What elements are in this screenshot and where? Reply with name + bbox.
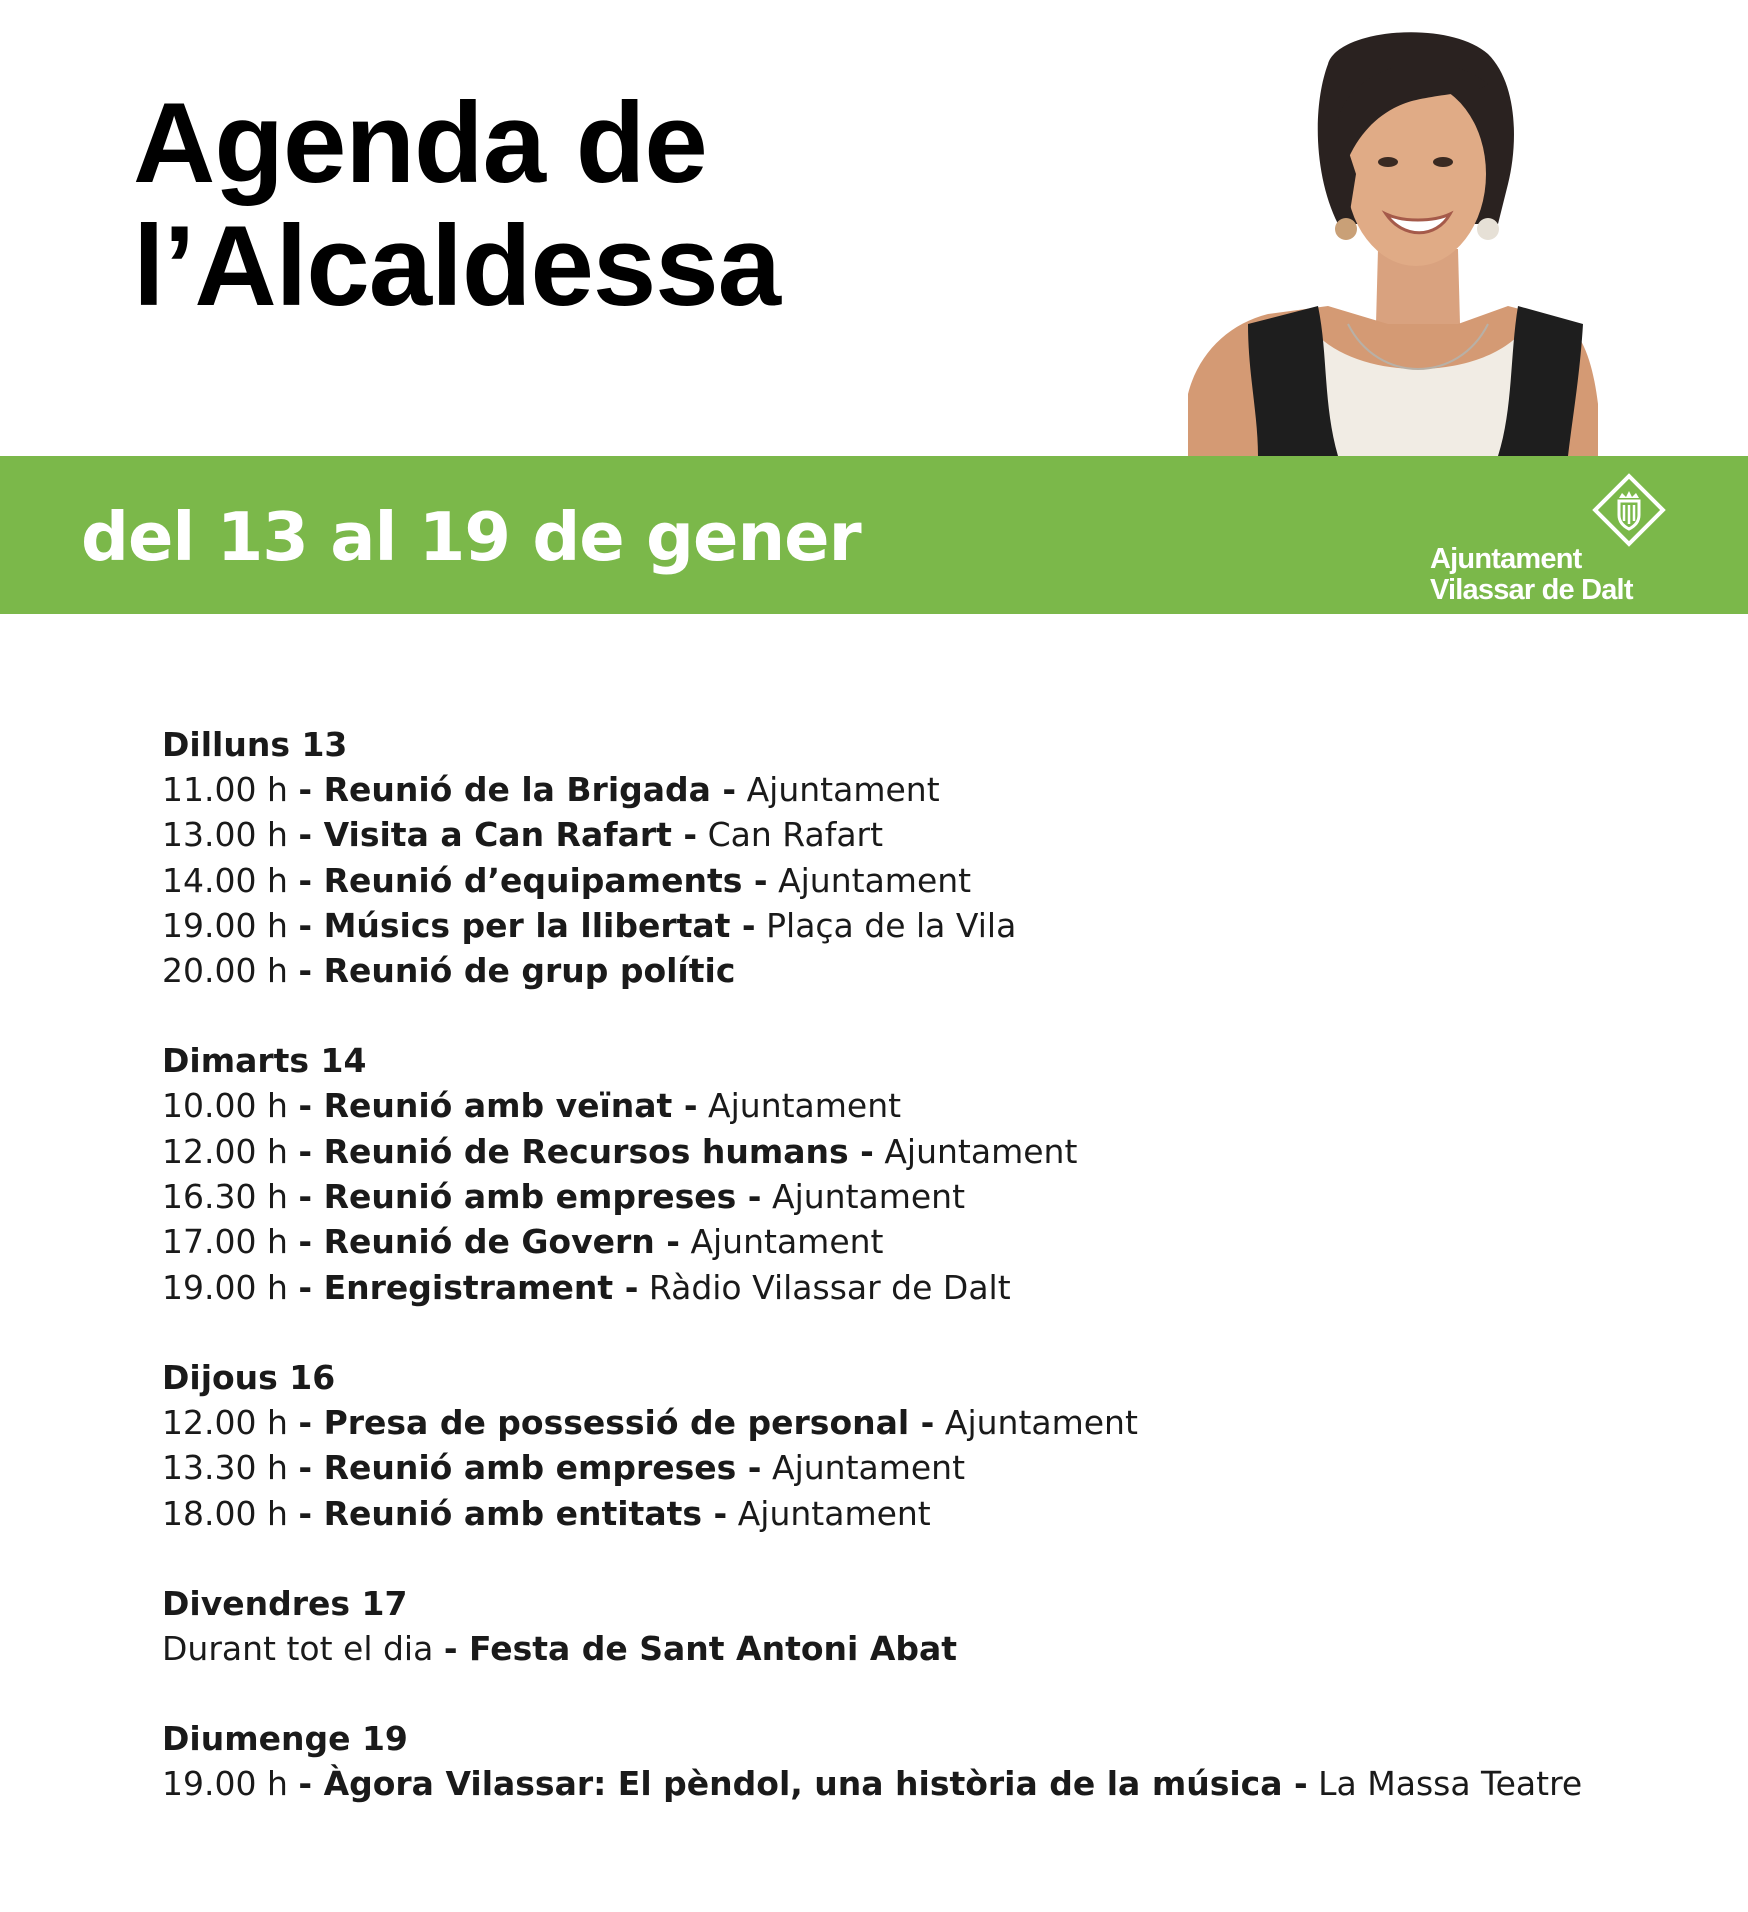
event-time: 14.00 h: [162, 860, 288, 900]
event-title: Reunió de la Brigada: [323, 770, 711, 809]
event-time: 17.00 h: [162, 1222, 288, 1262]
event-title: Presa de possessió de personal: [323, 1402, 910, 1442]
event-place: Ajuntament: [778, 860, 972, 900]
event-row: 19.00 h - Àgora Vilassar: El pèndol, una història de la música - La Massa Teatre: [162, 1764, 1583, 1804]
event-time: 19.00 h: [162, 1764, 288, 1804]
day-heading: Divendres 17: [162, 1583, 408, 1623]
day-heading: Dilluns 13: [162, 725, 348, 764]
event-time: 16.30 h: [162, 1177, 288, 1217]
event-row: Durant tot el dia - Festa de Sant Antoni Abat: [162, 1628, 958, 1668]
logo-text: [1430, 544, 1670, 606]
day-block: [162, 1581, 1662, 1671]
event-row: 13.30 h - Reunió amb empreses - Ajuntament: [162, 1448, 966, 1488]
event-title: Reunió amb empreses: [323, 1177, 737, 1217]
event-place: Ajuntament: [708, 1086, 902, 1126]
event-place: Ràdio Vilassar de Dalt: [648, 1267, 1011, 1307]
event-place: Ajuntament: [772, 1177, 966, 1217]
event-title: Reunió d’equipaments: [323, 860, 743, 900]
event-place: La Massa Teatre: [1318, 1764, 1583, 1804]
event-time: 18.00 h: [162, 1493, 288, 1533]
ajuntament-logo: [1430, 467, 1660, 607]
event-row: 11.00 h - Reunió de la Brigada - Ajuntament: [162, 770, 940, 809]
date-range: del 13 al 19 de gener: [81, 498, 861, 576]
event-title: Àgora Vilassar: El pèndol, una història de la música: [323, 1764, 1283, 1804]
event-time: 13.00 h: [162, 815, 288, 855]
event-time: 12.00 h: [162, 1402, 288, 1442]
event-time: 11.00 h: [162, 770, 288, 809]
event-title: Reunió de Govern: [323, 1222, 655, 1262]
event-title: Reunió amb empreses: [323, 1448, 737, 1488]
event-time: 12.00 h: [162, 1131, 288, 1171]
event-time: 19.00 h: [162, 905, 288, 945]
logo-line-2: Vilassar de Dalt: [1430, 574, 1633, 606]
event-row: 16.30 h - Reunió amb empreses - Ajuntament: [162, 1177, 966, 1217]
title-line-1: Agenda de: [133, 80, 707, 207]
event-time: Durant tot el dia: [162, 1628, 434, 1668]
event-time: 13.30 h: [162, 1448, 288, 1488]
event-row: 12.00 h - Presa de possessió de personal - Ajuntament: [162, 1402, 1138, 1442]
event-title: Reunió amb entitats: [323, 1493, 703, 1533]
event-time: 19.00 h: [162, 1267, 288, 1307]
event-place: Ajuntament: [944, 1402, 1138, 1442]
logo-line-1: Ajuntament: [1430, 543, 1582, 575]
municipal-crest-icon: [1586, 467, 1672, 553]
agenda-list: [162, 722, 1662, 1851]
event-place: Ajuntament: [746, 770, 940, 809]
event-title: Reunió amb veïnat: [323, 1086, 673, 1126]
event-row: 17.00 h - Reunió de Govern - Ajuntament: [162, 1222, 884, 1262]
event-title: Músics per la llibertat: [323, 905, 731, 945]
event-row: 18.00 h - Reunió amb entitats - Ajuntament: [162, 1493, 931, 1533]
event-title: Visita a Can Rafart: [323, 815, 672, 855]
event-place: Plaça de la Vila: [766, 905, 1017, 945]
event-time: 20.00 h: [162, 951, 288, 991]
event-row: 19.00 h - Músics per la llibertat - Plaça de la Vila: [162, 905, 1017, 945]
event-title: Enregistrament: [323, 1267, 614, 1307]
event-place: Ajuntament: [884, 1131, 1078, 1171]
event-place: Ajuntament: [690, 1222, 884, 1262]
mayor-photo: [1188, 24, 1598, 456]
event-row: 20.00 h - Reunió de grup polític: [162, 951, 736, 991]
day-block: [162, 722, 1662, 993]
event-row: 10.00 h - Reunió amb veïnat - Ajuntament: [162, 1086, 902, 1126]
portrait-image: [1188, 24, 1598, 456]
event-row: 13.00 h - Visita a Can Rafart - Can Rafart: [162, 815, 884, 855]
event-place: Can Rafart: [707, 815, 884, 855]
day-heading: Dijous 16: [162, 1357, 336, 1397]
event-time: 10.00 h: [162, 1086, 288, 1126]
event-title: Reunió de Recursos humans: [323, 1131, 849, 1171]
day-heading: Diumenge 19: [162, 1719, 408, 1759]
day-heading: Dimarts 14: [162, 1041, 367, 1081]
event-place: Ajuntament: [737, 1493, 931, 1533]
event-place: Ajuntament: [772, 1448, 966, 1488]
event-title: Festa de Sant Antoni Abat: [469, 1628, 958, 1668]
date-band: [0, 456, 1748, 614]
day-block: [162, 1355, 1662, 1536]
event-title: Reunió de grup polític: [323, 951, 736, 991]
day-block: [162, 1038, 1662, 1309]
event-row: 12.00 h - Reunió de Recursos humans - Ajuntament: [162, 1131, 1078, 1171]
event-row: 14.00 h - Reunió d’equipaments - Ajuntament: [162, 860, 972, 900]
day-block: [162, 1716, 1662, 1806]
event-row: 19.00 h - Enregistrament - Ràdio Vilassar de Dalt: [162, 1267, 1011, 1307]
page-title: [133, 82, 1033, 328]
title-line-2: l’Alcaldessa: [133, 203, 781, 330]
